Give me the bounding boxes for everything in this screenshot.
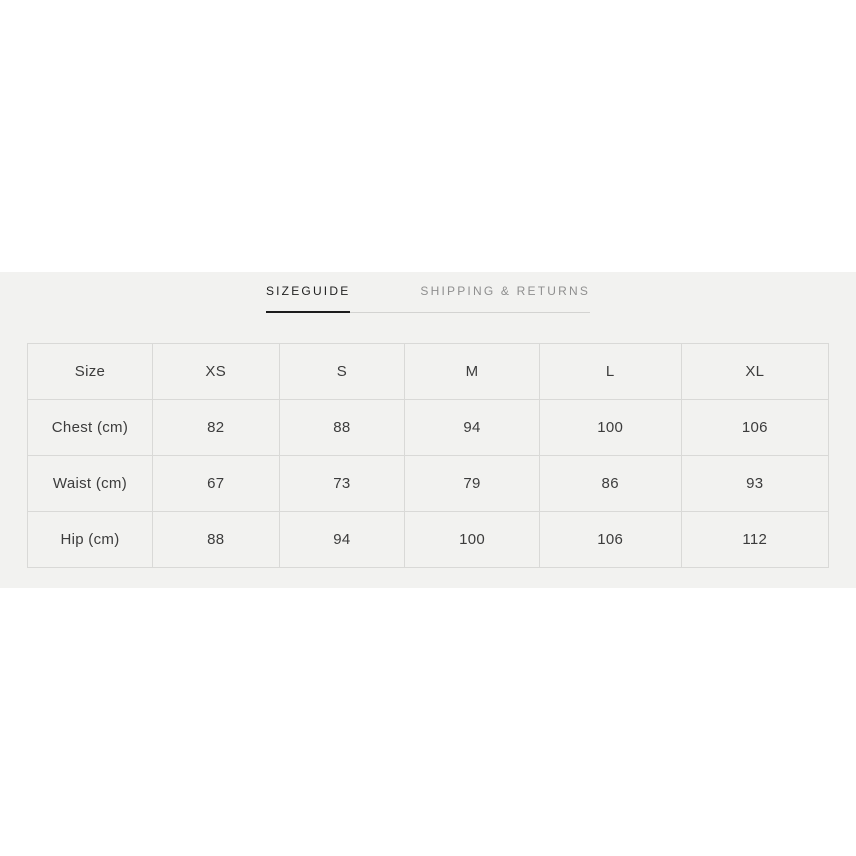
column-header-xl: XL: [681, 344, 828, 400]
column-header-l: L: [539, 344, 681, 400]
table-cell-chest-s: 88: [279, 400, 405, 456]
column-header-s: S: [279, 344, 405, 400]
table-cell-hip-s: 94: [279, 512, 405, 568]
table-cell-hip-l: 106: [539, 512, 681, 568]
table-cell-waist-s: 73: [279, 456, 405, 512]
table-row-chest: [28, 400, 829, 456]
table-cell-waist-m: 79: [405, 456, 540, 512]
tab-bar: [266, 284, 590, 313]
table-cell-hip-xl: 112: [681, 512, 828, 568]
table-cell-chest-m: 94: [405, 400, 540, 456]
table-cell-hip-xs: 88: [152, 512, 279, 568]
tab-shipping-returns[interactable]: SHIPPING & RETURNS: [420, 284, 591, 298]
table-cell-waist-xs: 67: [152, 456, 279, 512]
table-cell-chest-xl: 106: [681, 400, 828, 456]
table-header-row: [28, 344, 829, 400]
table-row-hip: [28, 512, 829, 568]
table-cell-waist-xl: 93: [681, 456, 828, 512]
row-label-hip: Hip (cm): [28, 512, 153, 568]
row-label-waist: Waist (cm): [28, 456, 153, 512]
column-header-xs: XS: [152, 344, 279, 400]
table-row-waist: [28, 456, 829, 512]
table-cell-hip-m: 100: [405, 512, 540, 568]
size-chart-table: [27, 343, 829, 568]
tab-sizeguide[interactable]: SIZEGUIDE: [266, 284, 350, 313]
size-guide-panel: [0, 272, 856, 588]
table-cell-chest-l: 100: [539, 400, 681, 456]
column-header-size: Size: [28, 344, 153, 400]
table-cell-waist-l: 86: [539, 456, 681, 512]
row-label-chest: Chest (cm): [28, 400, 153, 456]
table-cell-chest-xs: 82: [152, 400, 279, 456]
column-header-m: M: [405, 344, 540, 400]
